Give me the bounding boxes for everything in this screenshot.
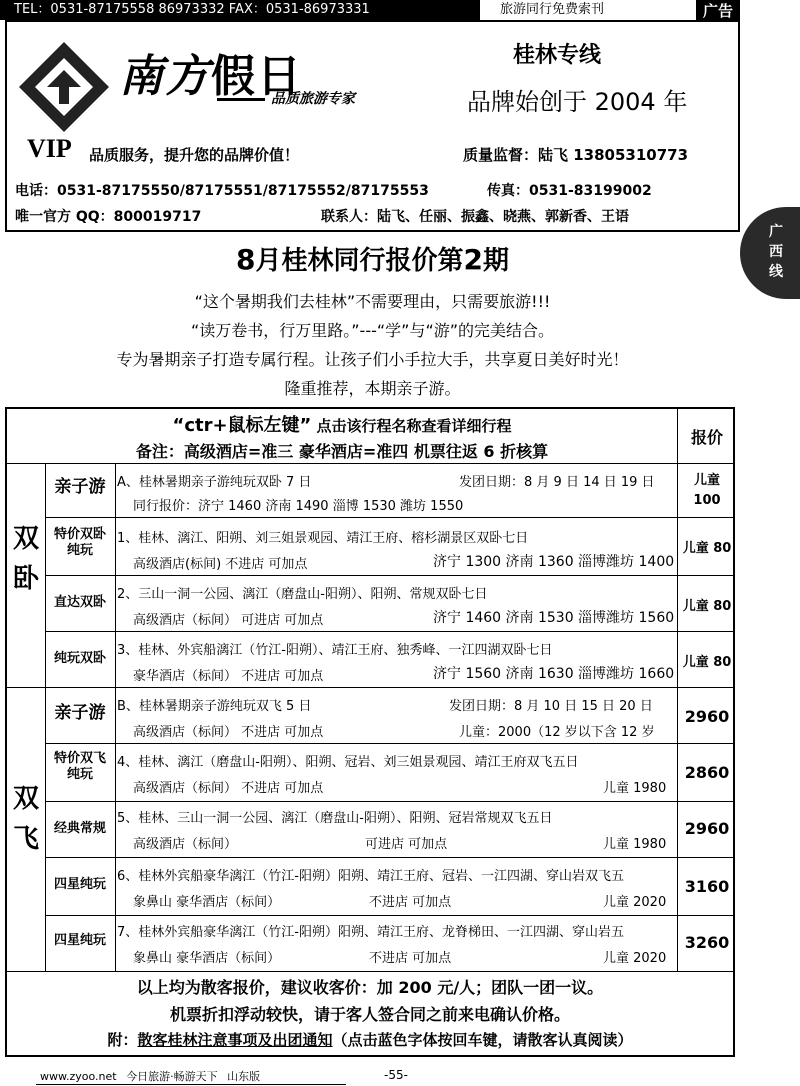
line-title: 桂林专线 <box>513 43 602 68</box>
child-price: 儿童 2020 <box>603 951 667 966</box>
tour-link[interactable]: 4、桂林、漓江（磨盘山-阳朔）、阳朔、冠岩、刘三姐景观园、靖江王府双飞五日 <box>117 755 579 770</box>
tour-link[interactable]: 5、桂林、三山一洞一公园、漓江（磨盘山-阳朔）、阳朔、冠岩常规双飞五日 <box>117 811 553 826</box>
shop-info: 不进店 可加点 <box>369 951 452 966</box>
row-price: 儿童 100 <box>693 473 721 508</box>
child-price: 儿童 1980 <box>603 781 667 796</box>
ad-label: 广告 <box>696 0 740 22</box>
qq-line: 唯一官方 QQ：800019717 <box>15 209 202 225</box>
brand-tagline: 品质旅游专家 <box>271 91 355 107</box>
departure-dates: 发团日期：8 月 10 日 15 日 20 日 <box>449 699 653 714</box>
hotel-info: 豪华酒店（标间） 不进店 可加点 <box>133 669 324 684</box>
row-price: 儿童 80 <box>682 599 732 614</box>
site-url: www.zyoo.net <box>40 1070 117 1083</box>
top-bar-slogan: 旅游同行免费索刊 <box>500 2 605 17</box>
row-category: 亲子游 <box>54 703 106 723</box>
row-category: 特价双卧 纯玩 <box>53 527 106 559</box>
row-price: 2960 <box>684 707 730 726</box>
intro-line: 专为暑期亲子打造专属行程。让孩子们小手拉大手，共享夏日美好时光！ <box>116 350 629 369</box>
row-price: 3260 <box>684 933 730 952</box>
quality-supervisor: 质量监督：陆飞 13805310773 <box>463 146 689 164</box>
tour-link[interactable]: 6、桂林外宾船豪华漓江（竹江-阳朔）阳朔、靖江王府、冠岩、一江四湖、穿山岩双飞五 <box>117 869 624 884</box>
row-price: 3160 <box>684 877 730 896</box>
row-category: 特价双飞 纯玩 <box>53 751 106 783</box>
tour-link[interactable]: 1、桂林、漓江、阳朔、刘三姐景观园、靖江王府、榕杉湖景区双卧七日 <box>117 531 529 546</box>
issue-headline: 8月桂林同行报价第2期 <box>236 243 509 276</box>
tour-link[interactable]: B、桂林暑期亲子游纯玩双飞 5 日 <box>117 699 312 714</box>
hotel-info: 高级酒店（标间） 不进店 可加点 <box>133 781 324 796</box>
footer-line: 以上均为散客报价，建议收客价：加 200 元/人；团队一团一议。 <box>136 978 604 997</box>
side-tab-char: 西 <box>769 244 783 260</box>
brand-logo-icon <box>17 40 111 134</box>
hotel-info: 高级酒店（标间） 可进店 可加点 <box>133 613 324 628</box>
intro-line: “这个暑期我们去桂林”不需要理由，只需要旅游!!! <box>194 292 551 311</box>
price-table <box>5 407 735 1057</box>
hotel-info: 象鼻山 豪华酒店（标间） <box>133 951 281 966</box>
tour-link[interactable]: 3、桂林、外宾船漓江（竹江-阳朔）、靖江王府、独秀峰、一江四湖双卧七日 <box>117 643 553 658</box>
tour-link[interactable]: A、桂林暑期亲子游纯玩双卧 7 日 <box>117 475 312 490</box>
city-prices: 济宁 1560 济南 1630 淄博潍坊 1660 <box>433 666 675 682</box>
tour-link[interactable]: 2、三山一洞一公园、漓江（磨盘山-阳朔）、阳朔、常规双卧七日 <box>117 587 488 602</box>
child-price: 儿童 1980 <box>603 837 667 852</box>
phone-line: 电话：0531-87175550/87175551/87175552/87175553 <box>15 183 429 199</box>
bottom-bar <box>0 1066 800 1086</box>
header-box <box>5 20 740 232</box>
ctrl-hint: “ctr+鼠标左键” 点击该行程名称查看详细行程 <box>172 415 512 436</box>
side-tab-guangxi <box>740 207 800 299</box>
footer-line: 机票折扣浮动较快，请于客人签合同之前来电确认价格。 <box>169 1005 570 1024</box>
shop-info: 不进店 可加点 <box>369 895 452 910</box>
vip-badge: VIP <box>27 134 72 163</box>
brand-logo-text: 南方 <box>119 51 211 102</box>
brand-name-suffix: 假日 <box>211 51 303 102</box>
notice-link[interactable]: 散客桂林注意事项及出团通知 <box>137 1031 333 1049</box>
tagline-rule <box>217 98 265 101</box>
row-price: 儿童 80 <box>682 655 732 670</box>
city-prices: 济宁 1460 济南 1530 淄博潍坊 1560 <box>433 610 675 626</box>
contacts-line: 联系人：陆飞、任丽、振鑫、晓燕、郭新香、王语 <box>321 209 629 225</box>
price-header: 报价 <box>690 428 723 447</box>
peer-price: 同行报价：济宁 1460 济南 1490 淄博 1530 潍坊 1550 <box>133 499 464 514</box>
row-category: 纯玩双卧 <box>53 651 106 666</box>
hotel-info: 高级酒店（标间） 不进店 可加点 <box>133 725 324 740</box>
top-bar-contact: TEL：0531-87175558 86973332 FAX：0531-86973331 <box>0 0 480 20</box>
shop-info: 可进店 可加点 <box>365 837 448 852</box>
city-prices: 济宁 1300 济南 1360 淄博潍坊 1400 <box>433 554 675 570</box>
hotel-info: 高级酒店(标间) 不进店 可加点 <box>133 557 308 572</box>
page-number: -55- <box>384 1068 408 1082</box>
hotel-info: 象鼻山 豪华酒店（标间） <box>133 895 281 910</box>
intro-line: “读万卷书，行万里路。”---“学”与“游”的完美结合。 <box>190 321 555 340</box>
row-price: 2960 <box>684 819 730 838</box>
intro-line: 隆重推荐，本期亲子游。 <box>284 379 461 398</box>
child-price: 儿童：2000（12 岁以下含 12 岁 <box>459 725 655 740</box>
vip-slogan: 品质服务，提升您的品牌价值！ <box>89 146 300 164</box>
row-category: 四星纯玩 <box>53 933 106 948</box>
departure-dates: 发团日期：8 月 9 日 14 日 19 日 <box>459 475 655 490</box>
founded: 品牌始创于 2004 年 <box>467 88 688 116</box>
top-bar <box>0 0 800 20</box>
row-category: 亲子游 <box>54 477 106 497</box>
footer-brand: 今日旅游·畅游天下 <box>126 1070 218 1083</box>
section-label-flight: 双 飞 <box>12 784 39 854</box>
tour-link[interactable]: 7、桂林外宾船豪华漓江（竹江-阳朔）阳朔、靖江王府、龙脊梯田、一江四湖、穿山岩五 <box>117 925 624 940</box>
row-category: 四星纯玩 <box>53 877 106 892</box>
footer-region: 山东版 <box>227 1070 261 1083</box>
child-price: 儿童 2020 <box>603 895 667 910</box>
fax-line: 传真：0531-83199002 <box>487 183 652 199</box>
side-tab-char: 广 <box>769 224 783 240</box>
row-category: 直达双卧 <box>53 595 106 610</box>
row-price: 儿童 80 <box>682 541 732 556</box>
footer-note: 附：散客桂林注意事项及出团通知（点击蓝色字体按回车键，请散客认真阅读） <box>107 1031 633 1049</box>
table-note: 备注：高级酒店=准三 豪华酒店=准四 机票往返 6 折核算 <box>135 442 549 461</box>
section-label-sleeper: 双 卧 <box>12 524 39 594</box>
row-price: 2860 <box>684 763 730 782</box>
hotel-info: 高级酒店（标间） <box>133 837 238 852</box>
side-tab-char: 线 <box>769 264 783 280</box>
row-category: 经典常规 <box>53 821 106 836</box>
